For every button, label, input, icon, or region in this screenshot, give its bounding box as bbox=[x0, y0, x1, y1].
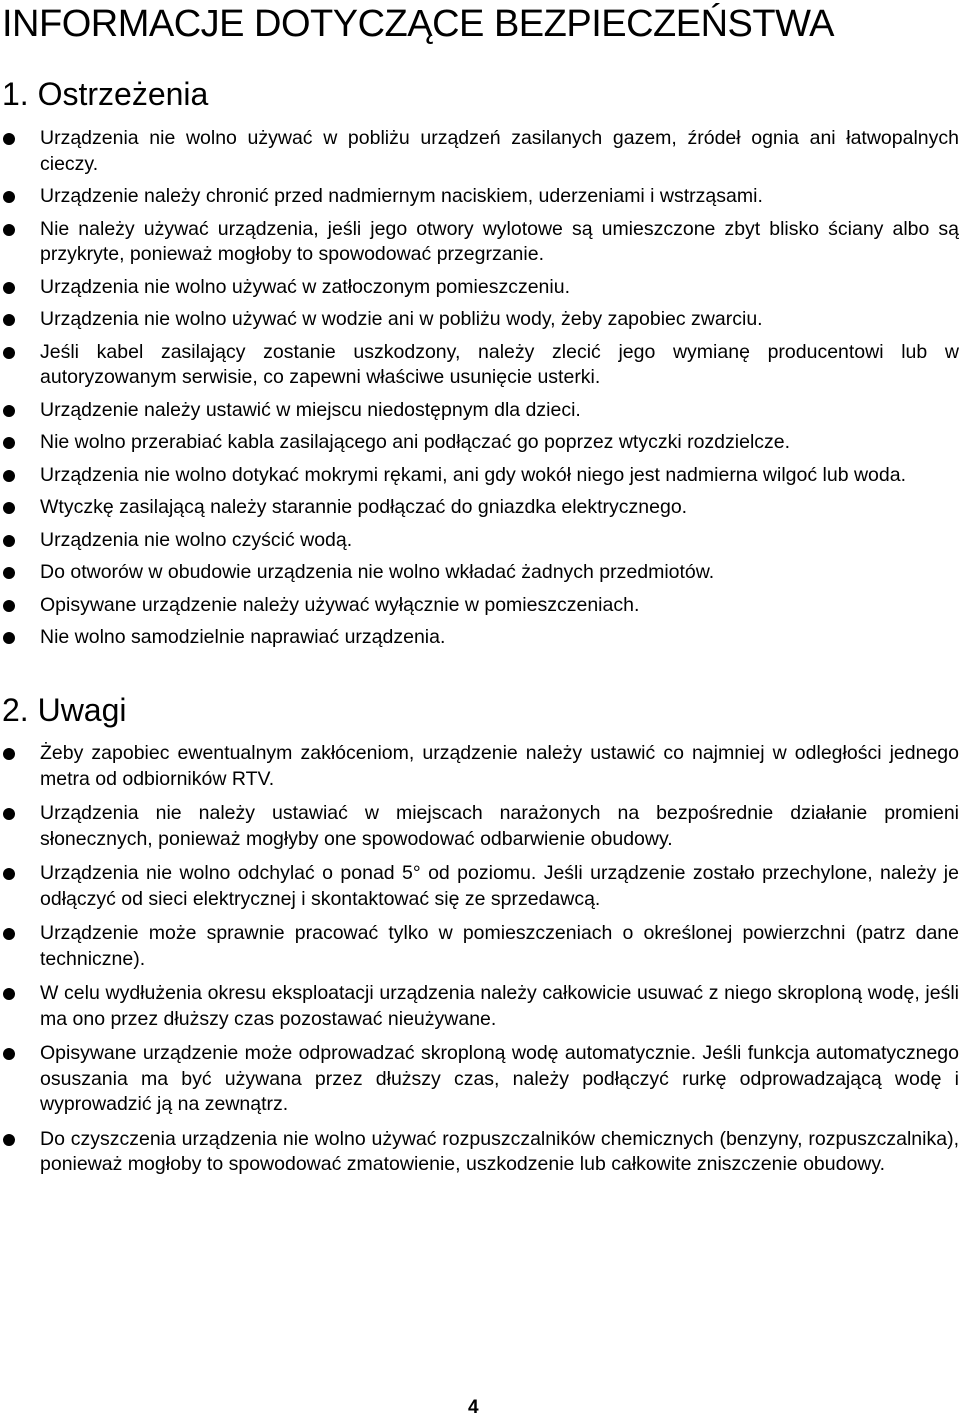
list-item bbox=[0, 981, 960, 1032]
bullet-dot-icon bbox=[3, 405, 15, 417]
bullet-dot-icon bbox=[3, 808, 15, 820]
list-item-text: Opisywane urządzenie należy używać wyłącznie w pomieszczeniach. bbox=[40, 593, 640, 616]
list-item-text: Urządzenie należy ustawić w miejscu niedostępnym dla dzieci. bbox=[40, 398, 581, 421]
bullet-dot-icon bbox=[3, 437, 15, 449]
section-heading-notes: 2. Uwagi bbox=[2, 692, 127, 728]
list-item bbox=[0, 861, 960, 912]
bullet-dot-icon bbox=[3, 191, 15, 203]
bullet-dot-icon bbox=[3, 470, 15, 482]
bullet-dot-icon bbox=[3, 347, 15, 359]
list-item-text: Urządzenia nie wolno używać w wodzie ani w pobliżu wody, żeby zapobiec zwarciu. bbox=[40, 308, 763, 330]
list-item bbox=[0, 1127, 960, 1178]
bullet-dot-icon bbox=[3, 282, 15, 294]
bullet-dot-icon bbox=[3, 1048, 15, 1060]
list-item-text: Urządzenia nie należy ustawiać w miejscach narażonych na bezpośrednie działanie promieni słonecznych, ponieważ mogłyby one spowodować odbarwienie obudowy. bbox=[40, 802, 959, 850]
list-item-text: Nie wolno przerabiać kabla zasilającego ani podłączać go poprzez wtyczki rozdzielcze. bbox=[40, 431, 791, 453]
list-item bbox=[0, 528, 960, 554]
list-item bbox=[0, 495, 960, 521]
list-item-text: Urządzenia nie wolno odchylać o ponad 5° od poziomu. Jeśli urządzenie zostało przechylone, należy je odłączyć od sieci elektrycznej i skontaktować się ze sprzedawcą. bbox=[40, 862, 959, 910]
list-item-text: Jeśli kabel zasilający zostanie uszkodzony, należy zlecić jego wymianę producentowi lub w autoryzowanym serwisie, co zapewni właściwe usunięcie usterki. bbox=[40, 340, 959, 388]
list-item-text: Urządzenie może sprawnie pracować tylko w pomieszczeniach o określonej powierzchni (patrz dane techniczne). bbox=[40, 922, 959, 970]
list-item bbox=[0, 126, 960, 177]
list-item bbox=[0, 625, 960, 651]
list-item bbox=[0, 217, 960, 268]
bullet-dot-icon bbox=[3, 502, 15, 514]
list-item-text: Urządzenie należy chronić przed nadmiernym naciskiem, uderzeniami i wstrząsami. bbox=[40, 185, 763, 207]
list-item-text: Urządzenia nie wolno czyścić wodą. bbox=[40, 528, 353, 551]
bullet-dot-icon bbox=[3, 988, 15, 1000]
bullet-dot-icon bbox=[3, 600, 15, 612]
list-item-text: Urządzenia nie wolno używać w pobliżu urządzeń zasilanych gazem, źródeł ognia ani łatwopalnych cieczy. bbox=[40, 127, 959, 175]
list-item-text: Urządzenia nie wolno używać w zatłoczonym pomieszczeniu. bbox=[40, 275, 570, 298]
list-item-text: Do czyszczenia urządzenia nie wolno używać rozpuszczalników chemicznych (benzyny, rozpuszczalnika), ponieważ mogłoby to spowodować zmatowienie, uszkodzenie lub całkowite zniszczenie obudowy. bbox=[40, 1127, 959, 1175]
list-item bbox=[0, 921, 960, 972]
bullet-dot-icon bbox=[3, 1134, 15, 1146]
list-item bbox=[0, 463, 960, 489]
list-item bbox=[0, 340, 960, 391]
bullet-dot-icon bbox=[3, 632, 15, 644]
list-item bbox=[0, 398, 960, 424]
document-title: INFORMACJE DOTYCZĄCE BEZPIECZEŃSTWA bbox=[2, 3, 834, 45]
bullet-dot-icon bbox=[3, 133, 15, 145]
list-item-text: Do otworów w obudowie urządzenia nie wolno wkładać żadnych przedmiotów. bbox=[40, 561, 715, 583]
list-item bbox=[0, 801, 960, 852]
bullet-dot-icon bbox=[3, 535, 15, 547]
list-item-text: Żeby zapobiec ewentualnym zakłóceniom, urządzenie należy ustawić co najmniej w odległości jednego metra od odbiorników RTV. bbox=[40, 742, 959, 790]
warnings-list bbox=[0, 126, 960, 658]
list-item bbox=[0, 430, 960, 456]
list-item bbox=[0, 560, 960, 586]
list-item bbox=[0, 593, 960, 619]
list-item bbox=[0, 1041, 960, 1118]
page-number: 4 bbox=[468, 1397, 479, 1418]
list-item bbox=[0, 307, 960, 333]
bullet-dot-icon bbox=[3, 868, 15, 880]
list-item bbox=[0, 184, 960, 210]
list-item-text: Nie wolno samodzielnie naprawiać urządzenia. bbox=[40, 626, 446, 648]
section-heading-warnings: 1. Ostrzeżenia bbox=[2, 76, 209, 112]
list-item bbox=[0, 275, 960, 301]
list-item-text: Nie należy używać urządzenia, jeśli jego otwory wylotowe są umieszczone zbyt blisko ściany albo są przykryte, ponieważ mogłoby to spowodować przegrzanie. bbox=[40, 217, 959, 265]
list-item-text: W celu wydłużenia okresu eksploatacji urządzenia należy całkowicie usuwać z niego skroploną wodę, jeśli ma ono przez dłuższy czas pozostawać nieużywane. bbox=[40, 982, 959, 1030]
bullet-dot-icon bbox=[3, 928, 15, 940]
bullet-dot-icon bbox=[3, 748, 15, 760]
bullet-dot-icon bbox=[3, 314, 15, 326]
list-item bbox=[0, 741, 960, 792]
list-item-text: Opisywane urządzenie może odprowadzać skroploną wodę automatycznie. Jeśli funkcja automatycznego osuszania ma być używana przez dłuższy czas, należy podłączyć rurkę odprowadzającą wodę i wyprowadzić ją na zewnątrz. bbox=[40, 1042, 959, 1115]
notes-list bbox=[0, 741, 960, 1187]
bullet-dot-icon bbox=[3, 224, 15, 236]
list-item-text: Wtyczkę zasilającą należy starannie podłączać do gniazdka elektrycznego. bbox=[40, 496, 688, 518]
list-item-text: Urządzenia nie wolno dotykać mokrymi rękami, ani gdy wokół niego jest nadmierna wilgoć lub woda. bbox=[40, 463, 906, 486]
bullet-dot-icon bbox=[3, 567, 15, 579]
